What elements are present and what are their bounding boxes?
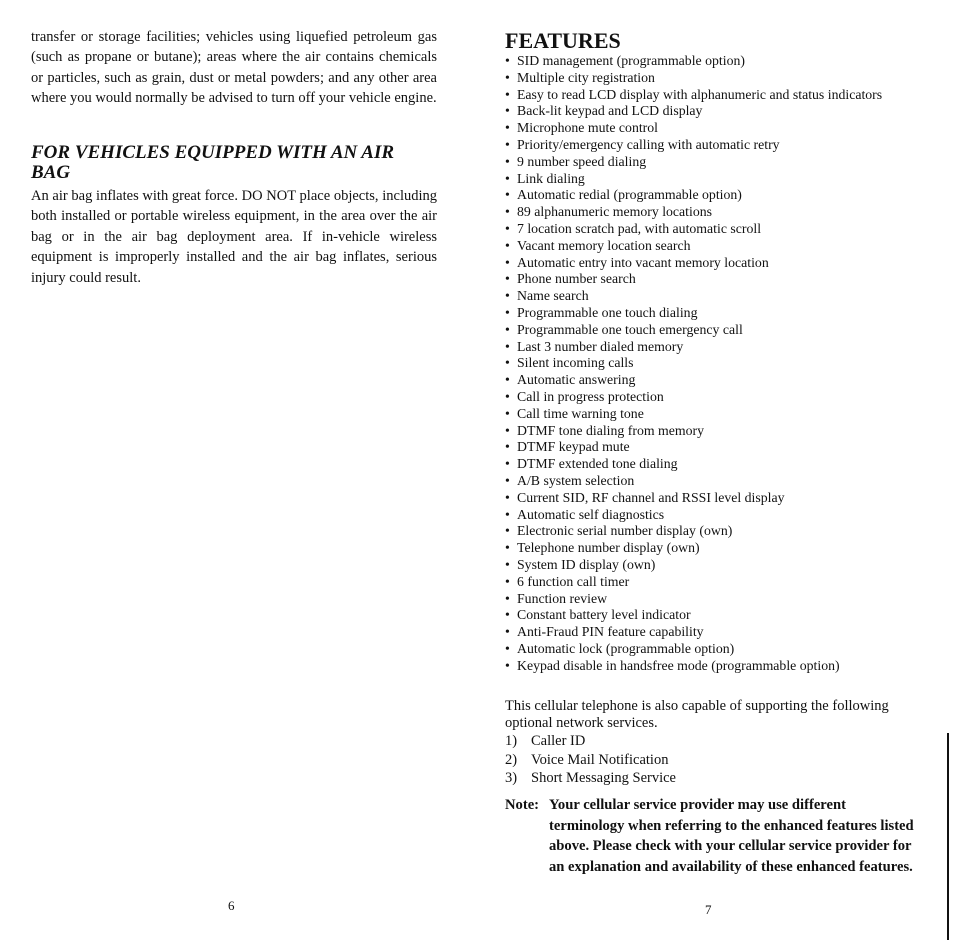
feature-list-item: • DTMF extended tone dialing bbox=[505, 456, 915, 473]
feature-list-item: • 89 alphanumeric memory locations bbox=[505, 204, 915, 221]
service-list-item bbox=[505, 751, 915, 770]
note-block bbox=[505, 795, 915, 877]
page-number-right: 7 bbox=[705, 902, 712, 917]
features-list bbox=[505, 53, 915, 674]
feature-list-item: • Vacant memory location search bbox=[505, 238, 915, 255]
feature-list-item: • DTMF keypad mute bbox=[505, 439, 915, 456]
network-services-intro: This cellular telephone is also capable of supporting the following optional network services. bbox=[505, 698, 889, 731]
feature-list-item: • Automatic lock (programmable option) bbox=[505, 641, 915, 658]
feature-list-item: • Last 3 number dialed memory bbox=[505, 339, 915, 356]
feature-list-item: • DTMF tone dialing from memory bbox=[505, 423, 915, 440]
service-label: Caller ID bbox=[531, 733, 586, 749]
feature-list-item: • Call time warning tone bbox=[505, 406, 915, 423]
page-edge-divider bbox=[947, 733, 949, 940]
page-number-left: 6 bbox=[228, 898, 235, 913]
feature-list-item: • Programmable one touch emergency call bbox=[505, 322, 915, 339]
network-services-list bbox=[505, 732, 915, 788]
feature-list-item: • Call in progress protection bbox=[505, 389, 915, 406]
feature-list-item: • Phone number search bbox=[505, 271, 915, 288]
service-label: Voice Mail Notification bbox=[531, 751, 669, 768]
feature-list-item: • Function review bbox=[505, 591, 915, 608]
feature-list-item: • 7 location scratch pad, with automatic scroll bbox=[505, 221, 915, 238]
feature-list-item: • A/B system selection bbox=[505, 473, 915, 490]
service-number: 1) bbox=[505, 733, 518, 749]
feature-list-item: • Constant battery level indicator bbox=[505, 607, 915, 624]
feature-list-item: • Microphone mute control bbox=[505, 120, 915, 137]
feature-list-item: • System ID display (own) bbox=[505, 557, 915, 574]
feature-list-item: • Back-lit keypad and LCD display bbox=[505, 103, 915, 120]
feature-list-item: • SID management (programmable option) bbox=[505, 53, 915, 70]
feature-list-item: • Automatic entry into vacant memory location bbox=[505, 255, 915, 272]
service-label: Short Messaging Service bbox=[531, 770, 676, 786]
features-heading: FEATURES bbox=[505, 28, 621, 53]
service-number: 2) bbox=[505, 751, 518, 768]
feature-list-item: • Name search bbox=[505, 288, 915, 305]
feature-list-item: • Priority/emergency calling with automatic retry bbox=[505, 137, 915, 154]
feature-list-item: • Link dialing bbox=[505, 171, 915, 188]
service-list-item bbox=[505, 732, 915, 751]
airbag-section-heading: FOR VEHICLES EQUIPPED WITH AN AIR BAG bbox=[31, 142, 395, 183]
feature-list-item: • Automatic self diagnostics bbox=[505, 507, 915, 524]
feature-list-item: • Telephone number display (own) bbox=[505, 540, 915, 557]
feature-list-item: • 6 function call timer bbox=[505, 574, 915, 591]
feature-list-item: • Keypad disable in handsfree mode (programmable option) bbox=[505, 658, 915, 675]
feature-list-item: • Silent incoming calls bbox=[505, 355, 915, 372]
feature-list-item: • Automatic answering bbox=[505, 372, 915, 389]
feature-list-item: • Anti-Fraud PIN feature capability bbox=[505, 624, 915, 641]
feature-list-item: • Programmable one touch dialing bbox=[505, 305, 915, 322]
feature-list-item: • Automatic redial (programmable option) bbox=[505, 187, 915, 204]
note-text: Your cellular service provider may use different terminology when referring to the enhanced features listed above. Please check with your cellular service provider for an explanation and availability of these enhanced features. bbox=[549, 797, 914, 875]
service-number: 3) bbox=[505, 770, 518, 786]
note-label: Note: bbox=[505, 797, 540, 813]
feature-list-item: • Current SID, RF channel and RSSI level display bbox=[505, 490, 915, 507]
feature-list-item: • 9 number speed dialing bbox=[505, 154, 915, 171]
feature-list-item: • Electronic serial number display (own) bbox=[505, 523, 915, 540]
feature-list-item: • Multiple city registration bbox=[505, 70, 915, 87]
airbag-warning-paragraph: An air bag inflates with great force. DO NOT place objects, including both installed or portable wireless equipment, in the area over the air bag or in the air bag deployment area. If in-vehicle wireless equipment is improperly installed and the air bag inflates, serious injury could result. bbox=[31, 188, 437, 286]
service-list-item bbox=[505, 769, 915, 788]
feature-list-item: • Easy to read LCD display with alphanumeric and status indicators bbox=[505, 87, 915, 104]
intro-paragraph: transfer or storage facilities; vehicles using liquefied petroleum gas (such as propane or butane); areas where the air contains chemicals or particles, such as grain, dust or metal powders; and any other area where you would normally be advised to turn off your vehicle engine. bbox=[31, 29, 437, 107]
